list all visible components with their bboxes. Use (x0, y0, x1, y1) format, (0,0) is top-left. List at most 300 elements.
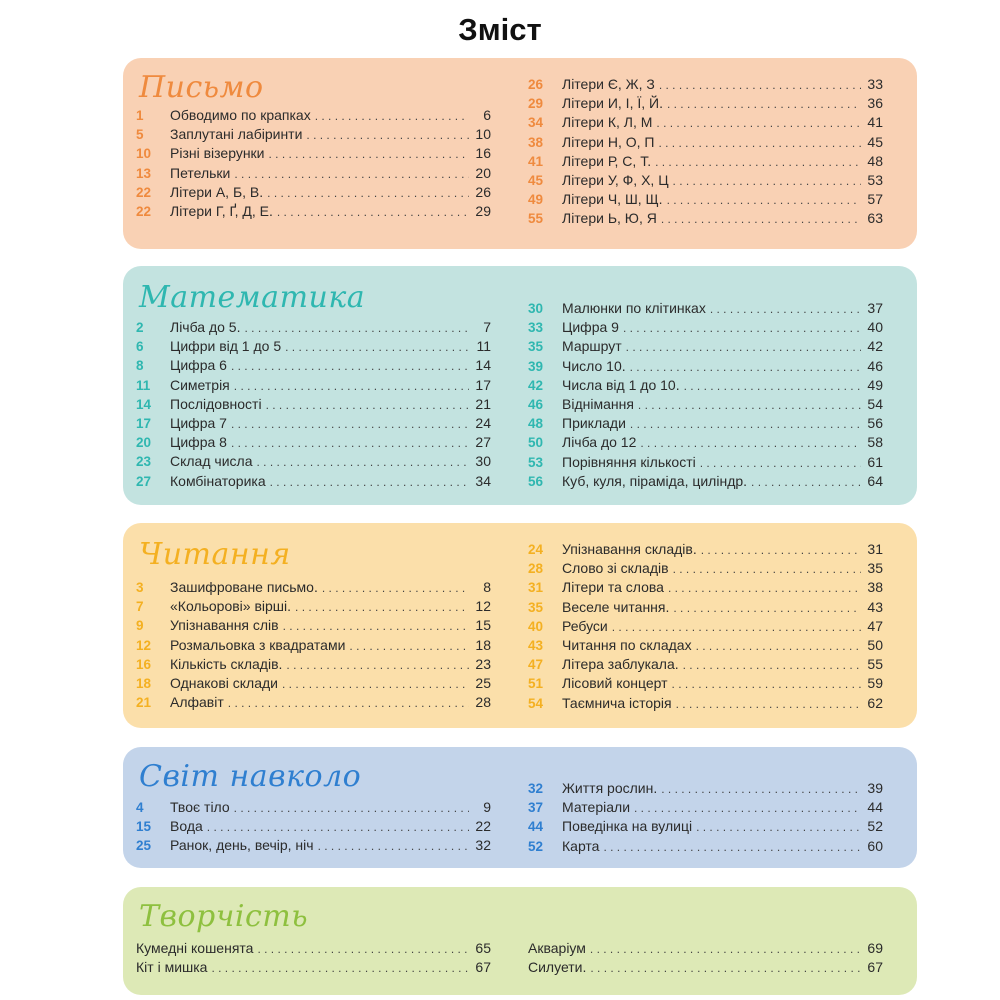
toc-entry-page: 33 (867, 76, 883, 92)
toc-entry-number: 29 (528, 96, 544, 112)
toc-entry-title: Упізнавання складів. (562, 541, 697, 557)
toc-entry-title: Цифра 9 (562, 319, 619, 336)
toc-entry (136, 395, 491, 414)
toc-entry-number: 47 (528, 657, 544, 673)
toc-entry-title: Слово зі складів (562, 560, 669, 577)
toc-entry-title: Карта (562, 837, 600, 854)
dot-leader (295, 598, 469, 617)
toc-entry (528, 540, 883, 559)
toc-entry (136, 183, 491, 202)
toc-entry-number: 9 (136, 618, 144, 634)
section-world-right-column (528, 779, 883, 856)
toc-entry-number: 6 (136, 339, 144, 355)
toc-entry-page: 35 (867, 560, 883, 577)
section-world (123, 747, 917, 868)
toc-entry-number: 49 (528, 192, 544, 208)
dot-leader (285, 338, 469, 357)
dot-leader (282, 675, 469, 694)
toc-entry (528, 414, 883, 433)
toc-entry-page: 6 (483, 107, 491, 123)
toc-entry-title: Цифри від 1 до 5 (170, 338, 282, 355)
dot-leader (673, 560, 861, 579)
dot-leader (306, 126, 469, 145)
dot-leader (673, 172, 861, 191)
toc-entry-number: 40 (528, 618, 544, 634)
toc-entry (136, 655, 491, 674)
toc-entry (136, 414, 491, 433)
toc-entry-title: Цифра 8 (170, 434, 227, 451)
toc-entry-page: 42 (867, 338, 883, 355)
toc-entry (528, 617, 883, 636)
section-math (123, 266, 917, 505)
toc-entry (136, 597, 491, 616)
toc-entry-title: Однакові склади (170, 674, 279, 691)
toc-entry-title: Віднімання (562, 395, 634, 412)
toc-entry (136, 164, 491, 183)
dot-leader (267, 184, 469, 203)
toc-entry-number: 26 (528, 77, 544, 92)
toc-entry (528, 190, 883, 209)
toc-entry-number: 20 (136, 435, 152, 451)
toc-entry-number: 22 (136, 203, 152, 219)
toc-entry-page: 14 (475, 357, 491, 374)
toc-entry-page: 43 (867, 598, 883, 615)
toc-entry-page: 38 (867, 579, 883, 596)
toc-entry-page: 55 (867, 656, 883, 673)
toc-entry-title: Літери Н, О, П (562, 133, 655, 150)
dot-leader (700, 454, 861, 473)
toc-entry-title: Числа від 1 до 10. (562, 376, 680, 393)
toc-entry-title: Алфавіт (170, 694, 224, 711)
toc-entry-number: 14 (136, 396, 152, 412)
toc-entry-title: Куб, куля, піраміда, циліндр. (562, 472, 748, 489)
toc-entry (136, 578, 491, 597)
toc-entry (528, 337, 883, 356)
toc-entry-number: 54 (528, 695, 544, 711)
dot-leader (672, 675, 861, 694)
toc-entry-title: Симетрія (170, 376, 230, 393)
toc-entry-number: 39 (528, 358, 544, 374)
toc-entry (136, 958, 491, 977)
toc-entry-page: 61 (867, 453, 883, 470)
toc-entry-page: 20 (475, 164, 491, 181)
toc-entry (136, 376, 491, 395)
dot-leader (696, 637, 861, 656)
toc-entry (528, 559, 883, 578)
toc-entry (528, 472, 883, 491)
toc-entry-title: Лічба до 12 (562, 434, 637, 451)
section-writing-right-column (528, 75, 883, 229)
toc-entry-title: Вода (170, 818, 203, 835)
toc-entry (136, 939, 491, 958)
section-writing-left-column (136, 106, 491, 221)
toc-entry (528, 433, 883, 452)
dot-leader (661, 210, 861, 229)
toc-entry-page: 60 (867, 837, 883, 854)
toc-entry-number: 23 (136, 454, 152, 470)
toc-entry-number: 7 (136, 599, 144, 615)
toc-entry (528, 578, 883, 597)
dot-leader (603, 838, 861, 857)
dot-leader (231, 434, 469, 453)
toc-entry (528, 453, 883, 472)
toc-entry (136, 356, 491, 375)
toc-entry-number: 53 (528, 454, 544, 470)
toc-entry-title: Літери Г, Ґ, Д, Е. (170, 202, 273, 219)
toc-entry-title: Цифра 6 (170, 357, 227, 374)
toc-entry-title: «Кольорові» вірші. (170, 598, 292, 615)
toc-entry (528, 939, 883, 958)
dot-leader (207, 818, 469, 837)
toc-entry-page: 32 (475, 837, 491, 854)
dot-leader (211, 959, 469, 978)
toc-entry-title: Лісовий концерт (562, 675, 668, 692)
section-world-left-column (136, 798, 491, 856)
section-title-reading: Читання (139, 537, 291, 572)
toc-entry (136, 452, 491, 471)
toc-entry (528, 299, 883, 318)
toc-entry-number: 27 (136, 473, 152, 489)
toc-entry-page: 45 (867, 133, 883, 150)
toc-entry-page: 28 (475, 694, 491, 711)
toc-entry-page: 47 (867, 617, 883, 634)
dot-leader (322, 579, 469, 598)
toc-entry (528, 694, 883, 713)
dot-leader (655, 153, 861, 172)
dot-leader (710, 300, 861, 319)
toc-entry (528, 958, 883, 977)
toc-entry-title: Акваріум (528, 940, 586, 956)
toc-entry (528, 395, 883, 414)
toc-entry (528, 75, 883, 94)
toc-entry-title: Зашифроване письмо. (170, 579, 318, 595)
toc-entry-title: Лічба до 5. (170, 319, 241, 335)
dot-leader (684, 377, 861, 396)
section-title-world: Світ навколо (139, 759, 362, 794)
toc-entry-number: 51 (528, 676, 544, 692)
toc-entry (136, 144, 491, 163)
dot-leader (612, 618, 861, 637)
toc-entry-title: Приклади (562, 415, 626, 432)
toc-entry-page: 25 (475, 674, 491, 691)
toc-entry-page: 29 (475, 202, 491, 219)
toc-entry-number: 28 (528, 561, 544, 577)
dot-leader (590, 940, 861, 959)
section-title-creativity: Творчість (139, 899, 309, 934)
toc-entry (528, 779, 883, 798)
toc-entry-page: 30 (475, 453, 491, 470)
dot-leader (228, 694, 469, 713)
toc-entry-title: Читання по складах (562, 636, 692, 653)
toc-entry (528, 133, 883, 152)
section-creativity (123, 887, 917, 995)
toc-entry-number: 37 (528, 800, 544, 816)
toc-entry-title: Ребуси (562, 617, 608, 634)
toc-entry-title: Літери И, І, Ї, Й. (562, 95, 663, 112)
toc-entry (528, 636, 883, 655)
toc-entry-number: 38 (528, 134, 544, 150)
toc-entry (136, 693, 491, 712)
toc-entry-number: 43 (528, 637, 544, 653)
toc-entry-page: 63 (867, 210, 883, 227)
toc-entry-title: Комбінаторика (170, 472, 266, 489)
toc-entry-number: 22 (136, 184, 152, 200)
toc-entry-number: 21 (136, 695, 152, 711)
toc-entry-number: 12 (136, 637, 152, 653)
section-title-writing: Письмо (139, 70, 264, 105)
toc-entry-page: 10 (475, 126, 491, 143)
dot-leader (234, 165, 469, 184)
toc-entry-page: 40 (867, 319, 883, 336)
toc-entry (528, 598, 883, 617)
toc-entry-page: 22 (475, 818, 491, 835)
section-title-math: Математика (139, 280, 366, 315)
dot-leader (673, 599, 861, 618)
toc-entry-number: 1 (136, 108, 144, 123)
toc-entry-number: 56 (528, 473, 544, 489)
section-reading (123, 523, 917, 728)
section-reading-right-column (528, 540, 883, 713)
dot-leader (667, 95, 861, 114)
toc-entry (136, 318, 491, 337)
toc-entry-page: 17 (475, 376, 491, 393)
toc-entry-title: Твоє тіло (170, 799, 230, 815)
toc-entry-title: Різні візерунки (170, 145, 265, 162)
toc-entry-number: 10 (136, 146, 152, 162)
dot-leader (623, 319, 861, 338)
toc-entry-page: 69 (867, 940, 883, 956)
toc-entry (136, 125, 491, 144)
dot-leader (245, 319, 470, 338)
dot-leader (270, 473, 469, 492)
toc-entry-number: 3 (136, 580, 144, 595)
toc-entry-page: 48 (867, 152, 883, 169)
toc-entry-page: 67 (475, 959, 491, 976)
toc-entry-title: Літера заблукала. (562, 656, 679, 673)
toc-entry (528, 674, 883, 693)
toc-entry-number: 50 (528, 435, 544, 451)
toc-entry-page: 53 (867, 171, 883, 188)
toc-entry-title: Літери та слова (562, 579, 664, 596)
toc-entry-title: Склад числа (170, 453, 253, 470)
dot-leader (630, 358, 861, 377)
dot-leader (667, 191, 861, 210)
toc-entry-number: 46 (528, 396, 544, 412)
dot-leader (231, 357, 469, 376)
toc-entry-number: 30 (528, 301, 544, 316)
toc-entry (528, 209, 883, 228)
toc-entry-number: 4 (136, 800, 144, 815)
toc-entry (136, 616, 491, 635)
toc-entry-title: Кумедні кошенята (136, 940, 254, 956)
toc-entry-page: 57 (867, 191, 883, 208)
toc-entry-page: 56 (867, 415, 883, 432)
dot-leader (638, 396, 861, 415)
dot-leader (234, 799, 469, 818)
section-math-right-column (528, 299, 883, 491)
toc-entry-number: 34 (528, 115, 544, 131)
dot-leader (626, 338, 861, 357)
dot-leader (257, 940, 469, 959)
toc-entry-page: 41 (867, 114, 883, 131)
toc-entry-page: 24 (475, 414, 491, 431)
toc-entry-page: 52 (867, 818, 883, 835)
toc-entry-page: 50 (867, 636, 883, 653)
toc-entry-number: 48 (528, 416, 544, 432)
toc-entry-page: 62 (867, 694, 883, 711)
dot-leader (286, 656, 469, 675)
toc-entry-page: 65 (475, 940, 491, 956)
dot-leader (283, 617, 469, 636)
toc-entry (528, 817, 883, 836)
toc-entry-number: 2 (136, 320, 144, 335)
dot-leader (751, 473, 861, 492)
toc-entry (136, 337, 491, 356)
toc-entry (136, 202, 491, 221)
section-creativity-right-column (528, 939, 883, 977)
toc-entry-number: 31 (528, 580, 544, 596)
toc-entry-page: 16 (475, 145, 491, 162)
toc-entry (528, 318, 883, 337)
toc-entry-page: 39 (867, 780, 883, 796)
toc-entry-page: 58 (867, 434, 883, 451)
toc-entry-number: 41 (528, 153, 544, 169)
dot-leader (590, 959, 861, 978)
toc-entry-page: 49 (867, 376, 883, 393)
toc-entry (528, 171, 883, 190)
dot-leader (676, 695, 861, 714)
toc-entry (528, 798, 883, 817)
toc-entry-page: 31 (867, 541, 883, 557)
toc-entry-page: 7 (483, 319, 491, 335)
toc-entry-title: Ранок, день, вечір, ніч (170, 837, 314, 854)
dot-leader (269, 145, 470, 164)
toc-entry-number: 8 (136, 358, 144, 374)
toc-entry-number: 44 (528, 819, 544, 835)
dot-leader (315, 107, 469, 126)
toc-entry-title: Послідовності (170, 395, 262, 412)
toc-entry-number: 16 (136, 656, 152, 672)
toc-entry (136, 674, 491, 693)
toc-entry-title: Цифра 7 (170, 414, 227, 431)
toc-entry-page: 46 (867, 357, 883, 374)
toc-entry-number: 17 (136, 415, 152, 431)
toc-entry-title: Літери Є, Ж, З (562, 76, 655, 92)
dot-leader (683, 656, 861, 675)
dot-leader (658, 134, 861, 153)
toc-entry-number: 13 (136, 165, 152, 181)
dot-leader (656, 114, 861, 133)
toc-entry (528, 357, 883, 376)
toc-entry-page: 67 (867, 959, 883, 976)
dot-leader (277, 203, 469, 222)
toc-entry-title: Обводимо по крапках (170, 107, 311, 123)
toc-entry (136, 798, 491, 817)
toc-entry-page: 21 (475, 395, 491, 412)
toc-entry-page: 37 (867, 300, 883, 316)
toc-entry-title: Силуети. (528, 959, 587, 976)
toc-entry-page: 9 (483, 799, 491, 815)
toc-entry-title: Число 10. (562, 357, 626, 374)
toc-entry-page: 64 (867, 472, 883, 489)
toc-entry-title: Поведінка на вулиці (562, 818, 693, 835)
dot-leader (668, 579, 861, 598)
toc-entry-title: Кіт і мишка (136, 959, 208, 976)
toc-entry-title: Розмальовка з квадратами (170, 636, 346, 653)
section-writing (123, 58, 917, 249)
toc-entry (136, 636, 491, 655)
dot-leader (659, 76, 861, 95)
toc-entry-title: Літери Ь, Ю, Я (562, 210, 657, 227)
toc-entry-number: 11 (136, 377, 151, 393)
toc-entry-page: 54 (867, 395, 883, 412)
section-math-left-column (136, 318, 491, 491)
section-creativity-left-column (136, 939, 491, 977)
toc-entry-number: 25 (136, 838, 152, 854)
toc-entry-title: Порівняння кількості (562, 453, 696, 470)
dot-leader (349, 637, 469, 656)
dot-leader (640, 434, 861, 453)
toc-entry-title: Заплутані лабіринти (170, 126, 303, 143)
toc-entry-page: 36 (867, 95, 883, 112)
toc-entry-number: 55 (528, 211, 544, 227)
toc-entry-page: 11 (476, 338, 491, 355)
toc-entry-title: Літери К, Л, М (562, 114, 653, 131)
dot-leader (701, 541, 861, 560)
toc-entry-number: 42 (528, 377, 544, 393)
toc-entry-title: Таємнича історія (562, 694, 672, 711)
toc-entry-number: 52 (528, 838, 544, 854)
toc-entry-page: 34 (475, 472, 491, 489)
toc-entry-title: Веселе читання. (562, 598, 670, 615)
toc-entry-number: 32 (528, 781, 544, 796)
dot-leader (231, 415, 469, 434)
page-title: Зміст (458, 12, 542, 47)
toc-entry-title: Літери Р, С, Т. (562, 152, 652, 169)
toc-entry (136, 106, 491, 125)
toc-entry-number: 24 (528, 542, 544, 557)
toc-entry (528, 655, 883, 674)
toc-entry (528, 837, 883, 856)
toc-entry-title: Кількість складів. (170, 655, 283, 672)
toc-entry-page: 27 (475, 434, 491, 451)
dot-leader (266, 396, 469, 415)
dot-leader (318, 837, 469, 856)
toc-entry-title: Упізнавання слів (170, 617, 279, 634)
toc-entry (136, 817, 491, 836)
toc-entry (528, 94, 883, 113)
dot-leader (661, 780, 861, 799)
section-reading-left-column (136, 578, 491, 712)
toc-entry-page: 59 (867, 675, 883, 692)
toc-entry-page: 26 (475, 183, 491, 200)
toc-entry-number: 18 (136, 675, 152, 691)
dot-leader (696, 818, 861, 837)
toc-entry (136, 836, 491, 855)
toc-entry-number: 45 (528, 172, 544, 188)
toc-entry-title: Малюнки по клітинках (562, 300, 706, 316)
toc-entry-number: 35 (528, 339, 544, 355)
toc-entry-number: 15 (136, 819, 152, 835)
toc-entry-title: Літери Ч, Ш, Щ. (562, 191, 663, 208)
toc-entry-page: 23 (475, 655, 491, 672)
toc-entry-title: Матеріали (562, 799, 631, 816)
toc-entry-title: Петельки (170, 164, 231, 181)
toc-entry-title: Літери У, Ф, Х, Ц (562, 171, 669, 188)
toc-entry-title: Літери А, Б, В. (170, 183, 264, 200)
dot-leader (634, 799, 861, 818)
toc-entry (136, 472, 491, 491)
